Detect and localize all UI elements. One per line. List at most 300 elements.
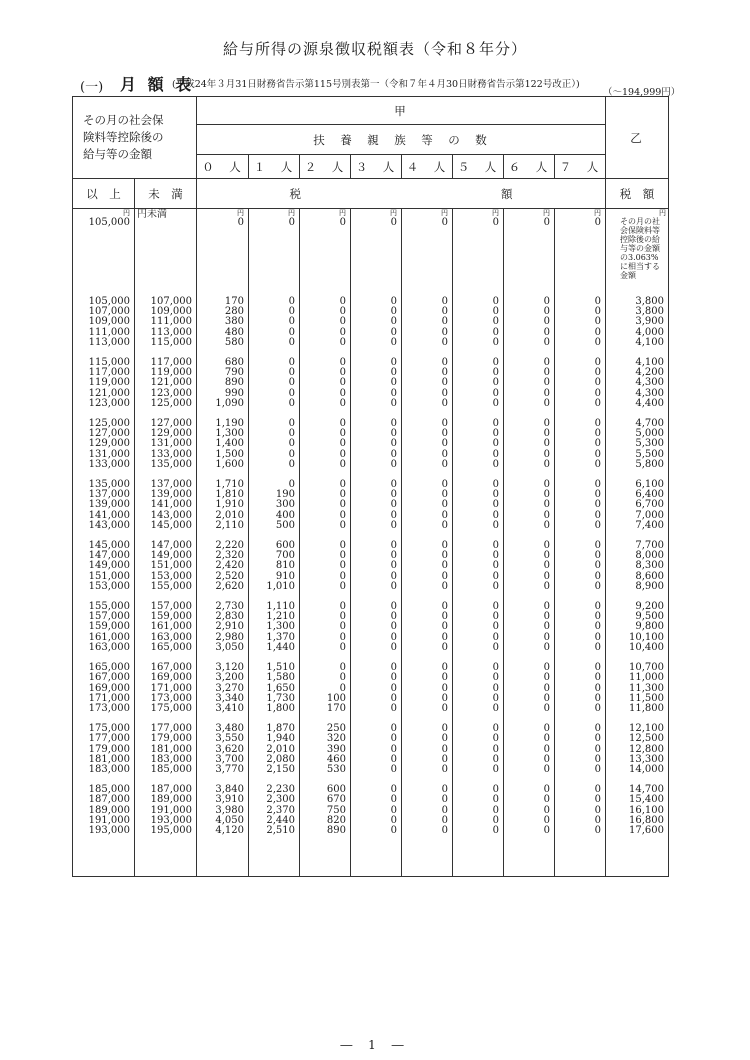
cell-c2	[300, 348, 351, 409]
cell-otsu	[606, 470, 669, 531]
table-cell-value: 9,800	[635, 621, 664, 633]
table-cell-value: 135,000	[150, 458, 192, 470]
table-cell-value: 2,080	[266, 753, 295, 765]
table-cell-value: 0	[441, 580, 448, 592]
table-cell-value: 0	[339, 682, 346, 694]
table-cell-value: 0	[594, 479, 601, 491]
table-cell-value: 0	[594, 631, 601, 643]
table-cell-value: 0	[288, 387, 295, 399]
table-cell-value: 2,320	[215, 550, 244, 562]
table-cell-value: 0	[492, 438, 499, 450]
table-cell-value: 0	[492, 428, 499, 440]
first-row-c1: 円 0	[249, 209, 300, 288]
table-cell-value: 0	[441, 428, 448, 440]
table-cell-value: 155,000	[150, 580, 192, 592]
cell-c0	[197, 592, 249, 653]
table-cell-value: 0	[339, 387, 346, 399]
cell-c4	[402, 775, 453, 877]
section-title: 月 額 表	[120, 75, 195, 94]
table-cell-value: 2,620	[215, 580, 244, 592]
table-cell-value: 0	[390, 387, 397, 399]
dependents-5-header: ５ 人	[453, 155, 504, 179]
table-cell-value: 190	[275, 489, 295, 501]
table-cell-value: 0	[390, 570, 397, 582]
cell-c4	[402, 287, 453, 348]
table-cell-value: 0	[441, 479, 448, 491]
first-row	[73, 209, 669, 288]
table-cell-value: 2,300	[266, 794, 295, 806]
table-cell-value: 1,440	[266, 641, 295, 653]
table-cell-value: 2,010	[266, 743, 295, 755]
table-cell-value: 0	[492, 377, 499, 389]
table-cell-value: 0	[441, 397, 448, 409]
table-cell-value: 0	[543, 479, 550, 491]
table-cell-value: 0	[390, 723, 397, 735]
table-cell-value: 0	[339, 560, 346, 572]
table-cell-value: 0	[390, 662, 397, 674]
table-cell-value: 0	[594, 662, 601, 674]
table-cell-value: 0	[390, 418, 397, 430]
table-cell-value: 3,800	[635, 296, 664, 307]
table-cell-value: 0	[543, 804, 550, 816]
table-cell-value: 153,000	[88, 580, 130, 592]
table-cell-value: 0	[543, 672, 550, 684]
cell-c3	[351, 348, 402, 409]
table-cell-value: 2,010	[215, 509, 244, 521]
cell-otsu	[606, 714, 669, 775]
table-cell-value: 0	[492, 611, 499, 623]
table-row-group	[73, 653, 669, 714]
table-cell-value: 181,000	[150, 743, 192, 755]
table-cell-value: 0	[288, 428, 295, 440]
table-cell-value: 0	[543, 458, 550, 470]
table-cell-value: 7,400	[635, 519, 664, 531]
table-cell-value: 10,400	[629, 641, 664, 653]
table-cell-value: 109,000	[88, 316, 130, 328]
table-cell-value: 3,200	[215, 672, 244, 684]
table-cell-value: 0	[390, 448, 397, 460]
table-cell-value: 0	[543, 611, 550, 623]
table-cell-value: 185,000	[150, 763, 192, 775]
table-cell-value: 6,400	[635, 489, 664, 501]
table-cell-value: 0	[594, 296, 601, 307]
table-cell-value: 137,000	[150, 479, 192, 491]
table-cell-value: 163,000	[150, 631, 192, 643]
table-cell-value: 157,000	[88, 611, 130, 623]
table-cell-value: 0	[339, 336, 346, 348]
table-cell-value: 12,100	[629, 723, 664, 735]
table-cell-value: 131,000	[150, 438, 192, 450]
cell-c0	[197, 348, 249, 409]
table-cell-value: 0	[492, 540, 499, 552]
cell-c6	[504, 592, 555, 653]
table-cell-value: 183,000	[88, 763, 130, 775]
table-cell-value: 0	[441, 702, 448, 714]
cell-c1	[249, 592, 300, 653]
dependents-2-header: ２ 人	[300, 155, 351, 179]
table-cell-value: 790	[224, 367, 244, 379]
table-cell-value: 0	[543, 601, 550, 613]
table-cell-value: 300	[275, 499, 295, 511]
miman-header: 未 満	[135, 179, 197, 209]
table-cell-value: 0	[441, 662, 448, 674]
document-title: 給与所得の源泉徴収税額表（令和８年分）	[222, 40, 527, 58]
cell-c5	[453, 470, 504, 531]
table-cell-value: 1,600	[215, 458, 244, 470]
table-cell-value: 107,000	[150, 296, 192, 307]
table-cell-value: 3,410	[215, 702, 244, 714]
table-cell-value: 161,000	[88, 631, 130, 643]
table-cell-value: 0	[288, 438, 295, 450]
table-cell-value: 0	[390, 306, 397, 318]
table-cell-value: 0	[441, 306, 448, 318]
table-cell-value: 0	[492, 723, 499, 735]
cell-c6	[504, 653, 555, 714]
tax-header-gaku: 額	[501, 186, 513, 201]
table-cell-value: 1,190	[215, 418, 244, 430]
table-cell-value: 0	[594, 367, 601, 379]
table-cell-value: 179,000	[150, 733, 192, 745]
table-cell-value: 0	[594, 438, 601, 450]
table-cell-value: 0	[543, 753, 550, 765]
table-cell-value: 0	[339, 489, 346, 501]
table-cell-value: 0	[594, 580, 601, 592]
table-cell-value: 0	[288, 458, 295, 470]
cell-otsu	[606, 348, 669, 409]
cell-c0	[197, 714, 249, 775]
table-cell-value: 0	[288, 316, 295, 328]
cell-c5	[453, 714, 504, 775]
table-cell-value: 0	[390, 753, 397, 765]
tax-header	[197, 179, 606, 209]
table-cell-value: 3,800	[635, 306, 664, 318]
table-cell-value: 0	[594, 794, 601, 806]
table-cell-value: 3,620	[215, 743, 244, 755]
table-cell-value: 0	[339, 611, 346, 623]
table-cell-value: 0	[441, 377, 448, 389]
cell-c6	[504, 775, 555, 877]
table-cell-value: 119,000	[88, 377, 130, 389]
table-cell-value: 0	[594, 723, 601, 735]
table-cell-value: 16,800	[629, 814, 664, 826]
table-cell-value: 5,500	[635, 448, 664, 460]
first-row-c7: 円 0	[555, 209, 606, 288]
table-cell-value: 0	[390, 641, 397, 653]
cell-miman	[135, 409, 197, 470]
table-cell-value: 0	[441, 743, 448, 755]
table-cell-value: 0	[594, 458, 601, 470]
cell-c0	[197, 531, 249, 592]
table-cell-value: 0	[543, 367, 550, 379]
table-cell-value: 0	[288, 357, 295, 369]
cell-c3	[351, 714, 402, 775]
table-cell-value: 0	[543, 560, 550, 572]
table-cell-value: 147,000	[150, 540, 192, 552]
table-cell-value: 177,000	[88, 733, 130, 745]
cell-ijo	[73, 348, 135, 409]
table-cell-value: 580	[224, 336, 244, 348]
table-cell-value: 910	[275, 570, 295, 582]
table-cell-value: 0	[543, 377, 550, 389]
table-cell-value: 0	[390, 428, 397, 440]
cell-c7	[555, 409, 606, 470]
table-cell-value: 0	[543, 438, 550, 450]
cell-ijo	[73, 775, 135, 877]
table-cell-value: 0	[492, 550, 499, 562]
table-cell-value: 181,000	[88, 753, 130, 765]
table-cell-value: 0	[390, 621, 397, 633]
table-cell-value: 0	[390, 540, 397, 552]
table-cell-value: 0	[543, 428, 550, 440]
table-cell-value: 0	[594, 377, 601, 389]
table-cell-value: 0	[492, 316, 499, 328]
cell-otsu	[606, 592, 669, 653]
table-cell-value: 0	[543, 814, 550, 826]
table-cell-value: 0	[339, 397, 346, 409]
table-cell-value: 0	[594, 611, 601, 623]
cell-c2	[300, 653, 351, 714]
table-cell-value: 280	[224, 306, 244, 318]
table-cell-value: 0	[441, 550, 448, 562]
table-cell-value: 0	[441, 448, 448, 460]
table-cell-value: 0	[543, 418, 550, 430]
table-cell-value: 2,510	[266, 824, 295, 836]
cell-miman	[135, 775, 197, 877]
cell-c5	[453, 775, 504, 877]
table-cell-value: 0	[390, 367, 397, 379]
page-number: ― 1 ―	[340, 1038, 410, 1052]
table-cell-value: 149,000	[150, 550, 192, 562]
table-cell-value: 380	[224, 316, 244, 328]
table-cell-value: 1,300	[215, 428, 244, 440]
table-cell-value: 137,000	[88, 489, 130, 501]
table-cell-value: 167,000	[88, 672, 130, 684]
table-cell-value: 3,270	[215, 682, 244, 694]
table-cell-value: 1,090	[215, 397, 244, 409]
table-cell-value: 0	[594, 601, 601, 613]
table-cell-value: 0	[594, 672, 601, 684]
table-cell-value: 0	[594, 326, 601, 338]
table-cell-value: 3,700	[215, 753, 244, 765]
table-cell-value: 0	[339, 458, 346, 470]
table-cell-value: 189,000	[88, 804, 130, 816]
table-cell-value: 173,000	[88, 702, 130, 714]
table-cell-value: 0	[594, 682, 601, 694]
table-cell-value: 157,000	[150, 601, 192, 613]
table-cell-value: 127,000	[150, 418, 192, 430]
table-cell-value: 700	[275, 550, 295, 562]
table-cell-value: 139,000	[88, 499, 130, 511]
table-cell-value: 2,420	[215, 560, 244, 572]
table-cell-value: 0	[492, 397, 499, 409]
table-cell-value: 6,700	[635, 499, 664, 511]
table-cell-value: 0	[594, 336, 601, 348]
table-cell-value: 0	[492, 570, 499, 582]
table-cell-value: 195,000	[150, 824, 192, 836]
table-cell-value: 145,000	[150, 519, 192, 531]
first-row-ijo: 円 105,000	[73, 209, 135, 288]
table-cell-value: 0	[339, 479, 346, 491]
table-cell-value: 1,300	[266, 621, 295, 633]
table-cell-value: 0	[492, 357, 499, 369]
cell-c5	[453, 348, 504, 409]
cell-c2	[300, 714, 351, 775]
table-cell-value: 141,000	[150, 499, 192, 511]
table-cell-value: 7,700	[635, 540, 664, 552]
table-cell-value: 125,000	[150, 397, 192, 409]
table-cell-value: 250	[326, 723, 346, 735]
table-cell-value: 1,810	[215, 489, 244, 501]
table-cell-value: 0	[543, 733, 550, 745]
table-cell-value: 170	[224, 296, 244, 307]
table-cell-value: 0	[441, 499, 448, 511]
table-cell-value: 0	[339, 448, 346, 460]
table-cell-value: 1,010	[266, 580, 295, 592]
table-cell-value: 0	[339, 418, 346, 430]
table-cell-value: 0	[339, 662, 346, 674]
table-cell-value: 7,000	[635, 509, 664, 521]
table-cell-value: 14,000	[629, 763, 664, 775]
table-cell-value: 0	[594, 316, 601, 328]
table-cell-value: 0	[492, 560, 499, 572]
table-cell-value: 0	[441, 631, 448, 643]
table-cell-value: 1,730	[266, 692, 295, 704]
table-cell-value: 10,100	[629, 631, 664, 643]
cell-c6	[504, 714, 555, 775]
cell-c1	[249, 287, 300, 348]
cell-ijo	[73, 714, 135, 775]
table-cell-value: 187,000	[150, 784, 192, 796]
table-cell-value: 0	[441, 326, 448, 338]
table-cell-value: 0	[339, 672, 346, 684]
table-cell-value: 6,100	[635, 479, 664, 491]
table-cell-value: 0	[492, 601, 499, 613]
withholding-tax-table	[72, 96, 669, 877]
table-cell-value: 1,710	[215, 479, 244, 491]
table-cell-value: 143,000	[88, 519, 130, 531]
cell-c2	[300, 287, 351, 348]
table-cell-value: 0	[543, 499, 550, 511]
table-cell-value: 0	[492, 662, 499, 674]
table-cell-value: 0	[492, 692, 499, 704]
table-cell-value: 0	[441, 723, 448, 735]
table-cell-value: 121,000	[88, 387, 130, 399]
cell-c5	[453, 287, 504, 348]
cell-c7	[555, 653, 606, 714]
table-cell-value: 125,000	[88, 418, 130, 430]
cell-c2	[300, 775, 351, 877]
table-cell-value: 10,700	[629, 662, 664, 674]
cell-c7	[555, 287, 606, 348]
cell-ijo	[73, 592, 135, 653]
table-cell-value: 0	[543, 550, 550, 562]
table-cell-value: 2,730	[215, 601, 244, 613]
table-row-group	[73, 409, 669, 470]
table-cell-value: 0	[339, 601, 346, 613]
dependents-3-header: ３ 人	[351, 155, 402, 179]
first-row-c4: 円 0	[402, 209, 453, 288]
table-cell-value: 0	[492, 672, 499, 684]
amount-header-line-2: 険料等控除後の	[83, 130, 164, 144]
table-cell-value: 0	[594, 499, 601, 511]
table-cell-value: 0	[492, 448, 499, 460]
table-cell-value: 105,000	[88, 296, 130, 307]
amount-column-header	[73, 97, 197, 179]
table-cell-value: 2,520	[215, 570, 244, 582]
table-cell-value: 159,000	[150, 611, 192, 623]
cell-miman	[135, 531, 197, 592]
table-cell-value: 2,150	[266, 763, 295, 775]
table-cell-value: 0	[492, 753, 499, 765]
table-cell-value: 0	[441, 692, 448, 704]
table-cell-value: 0	[288, 418, 295, 430]
table-cell-value: 0	[543, 621, 550, 633]
table-cell-value: 4,700	[635, 418, 664, 430]
table-cell-value: 0	[441, 438, 448, 450]
cell-c6	[504, 470, 555, 531]
table-cell-value: 0	[441, 458, 448, 470]
table-cell-value: 400	[275, 509, 295, 521]
table-cell-value: 11,500	[629, 692, 664, 704]
table-cell-value: 0	[390, 804, 397, 816]
table-cell-value: 3,480	[215, 723, 244, 735]
cell-miman	[135, 287, 197, 348]
table-cell-value: 183,000	[150, 753, 192, 765]
table-cell-value: 1,400	[215, 438, 244, 450]
cell-c7	[555, 592, 606, 653]
table-cell-value: 0	[543, 641, 550, 653]
table-cell-value: 1,110	[266, 601, 295, 613]
table-cell-value: 0	[543, 448, 550, 460]
table-cell-value: 8,000	[635, 550, 664, 562]
table-cell-value: 0	[594, 448, 601, 460]
table-cell-value: 0	[492, 326, 499, 338]
table-cell-value: 117,000	[88, 367, 130, 379]
table-cell-value: 0	[492, 519, 499, 531]
table-cell-value: 0	[441, 733, 448, 745]
table-cell-value: 0	[594, 357, 601, 369]
table-cell-value: 810	[275, 560, 295, 572]
table-cell-value: 4,200	[635, 367, 664, 379]
table-cell-value: 3,340	[215, 692, 244, 704]
table-cell-value: 0	[492, 499, 499, 511]
cell-ijo	[73, 409, 135, 470]
cell-c0	[197, 775, 249, 877]
table-cell-value: 0	[288, 397, 295, 409]
table-cell-value: 0	[441, 570, 448, 582]
table-cell-value: 2,110	[215, 519, 244, 531]
table-cell-value: 107,000	[88, 306, 130, 318]
table-cell-value: 0	[441, 367, 448, 379]
table-cell-value: 0	[339, 326, 346, 338]
table-cell-value: 12,800	[629, 743, 664, 755]
table-cell-value: 143,000	[150, 509, 192, 521]
table-cell-value: 0	[492, 367, 499, 379]
table-cell-value: 0	[492, 702, 499, 714]
cell-c0	[197, 409, 249, 470]
cell-c7	[555, 531, 606, 592]
cell-c7	[555, 714, 606, 775]
first-row-c5: 円 0	[453, 209, 504, 288]
table-cell-value: 0	[288, 367, 295, 379]
cell-c4	[402, 653, 453, 714]
cell-c5	[453, 531, 504, 592]
table-cell-value: 460	[326, 753, 346, 765]
table-cell-value: 0	[543, 723, 550, 735]
table-cell-value: 8,600	[635, 570, 664, 582]
table-row-group	[73, 470, 669, 531]
table-cell-value: 0	[390, 824, 397, 836]
